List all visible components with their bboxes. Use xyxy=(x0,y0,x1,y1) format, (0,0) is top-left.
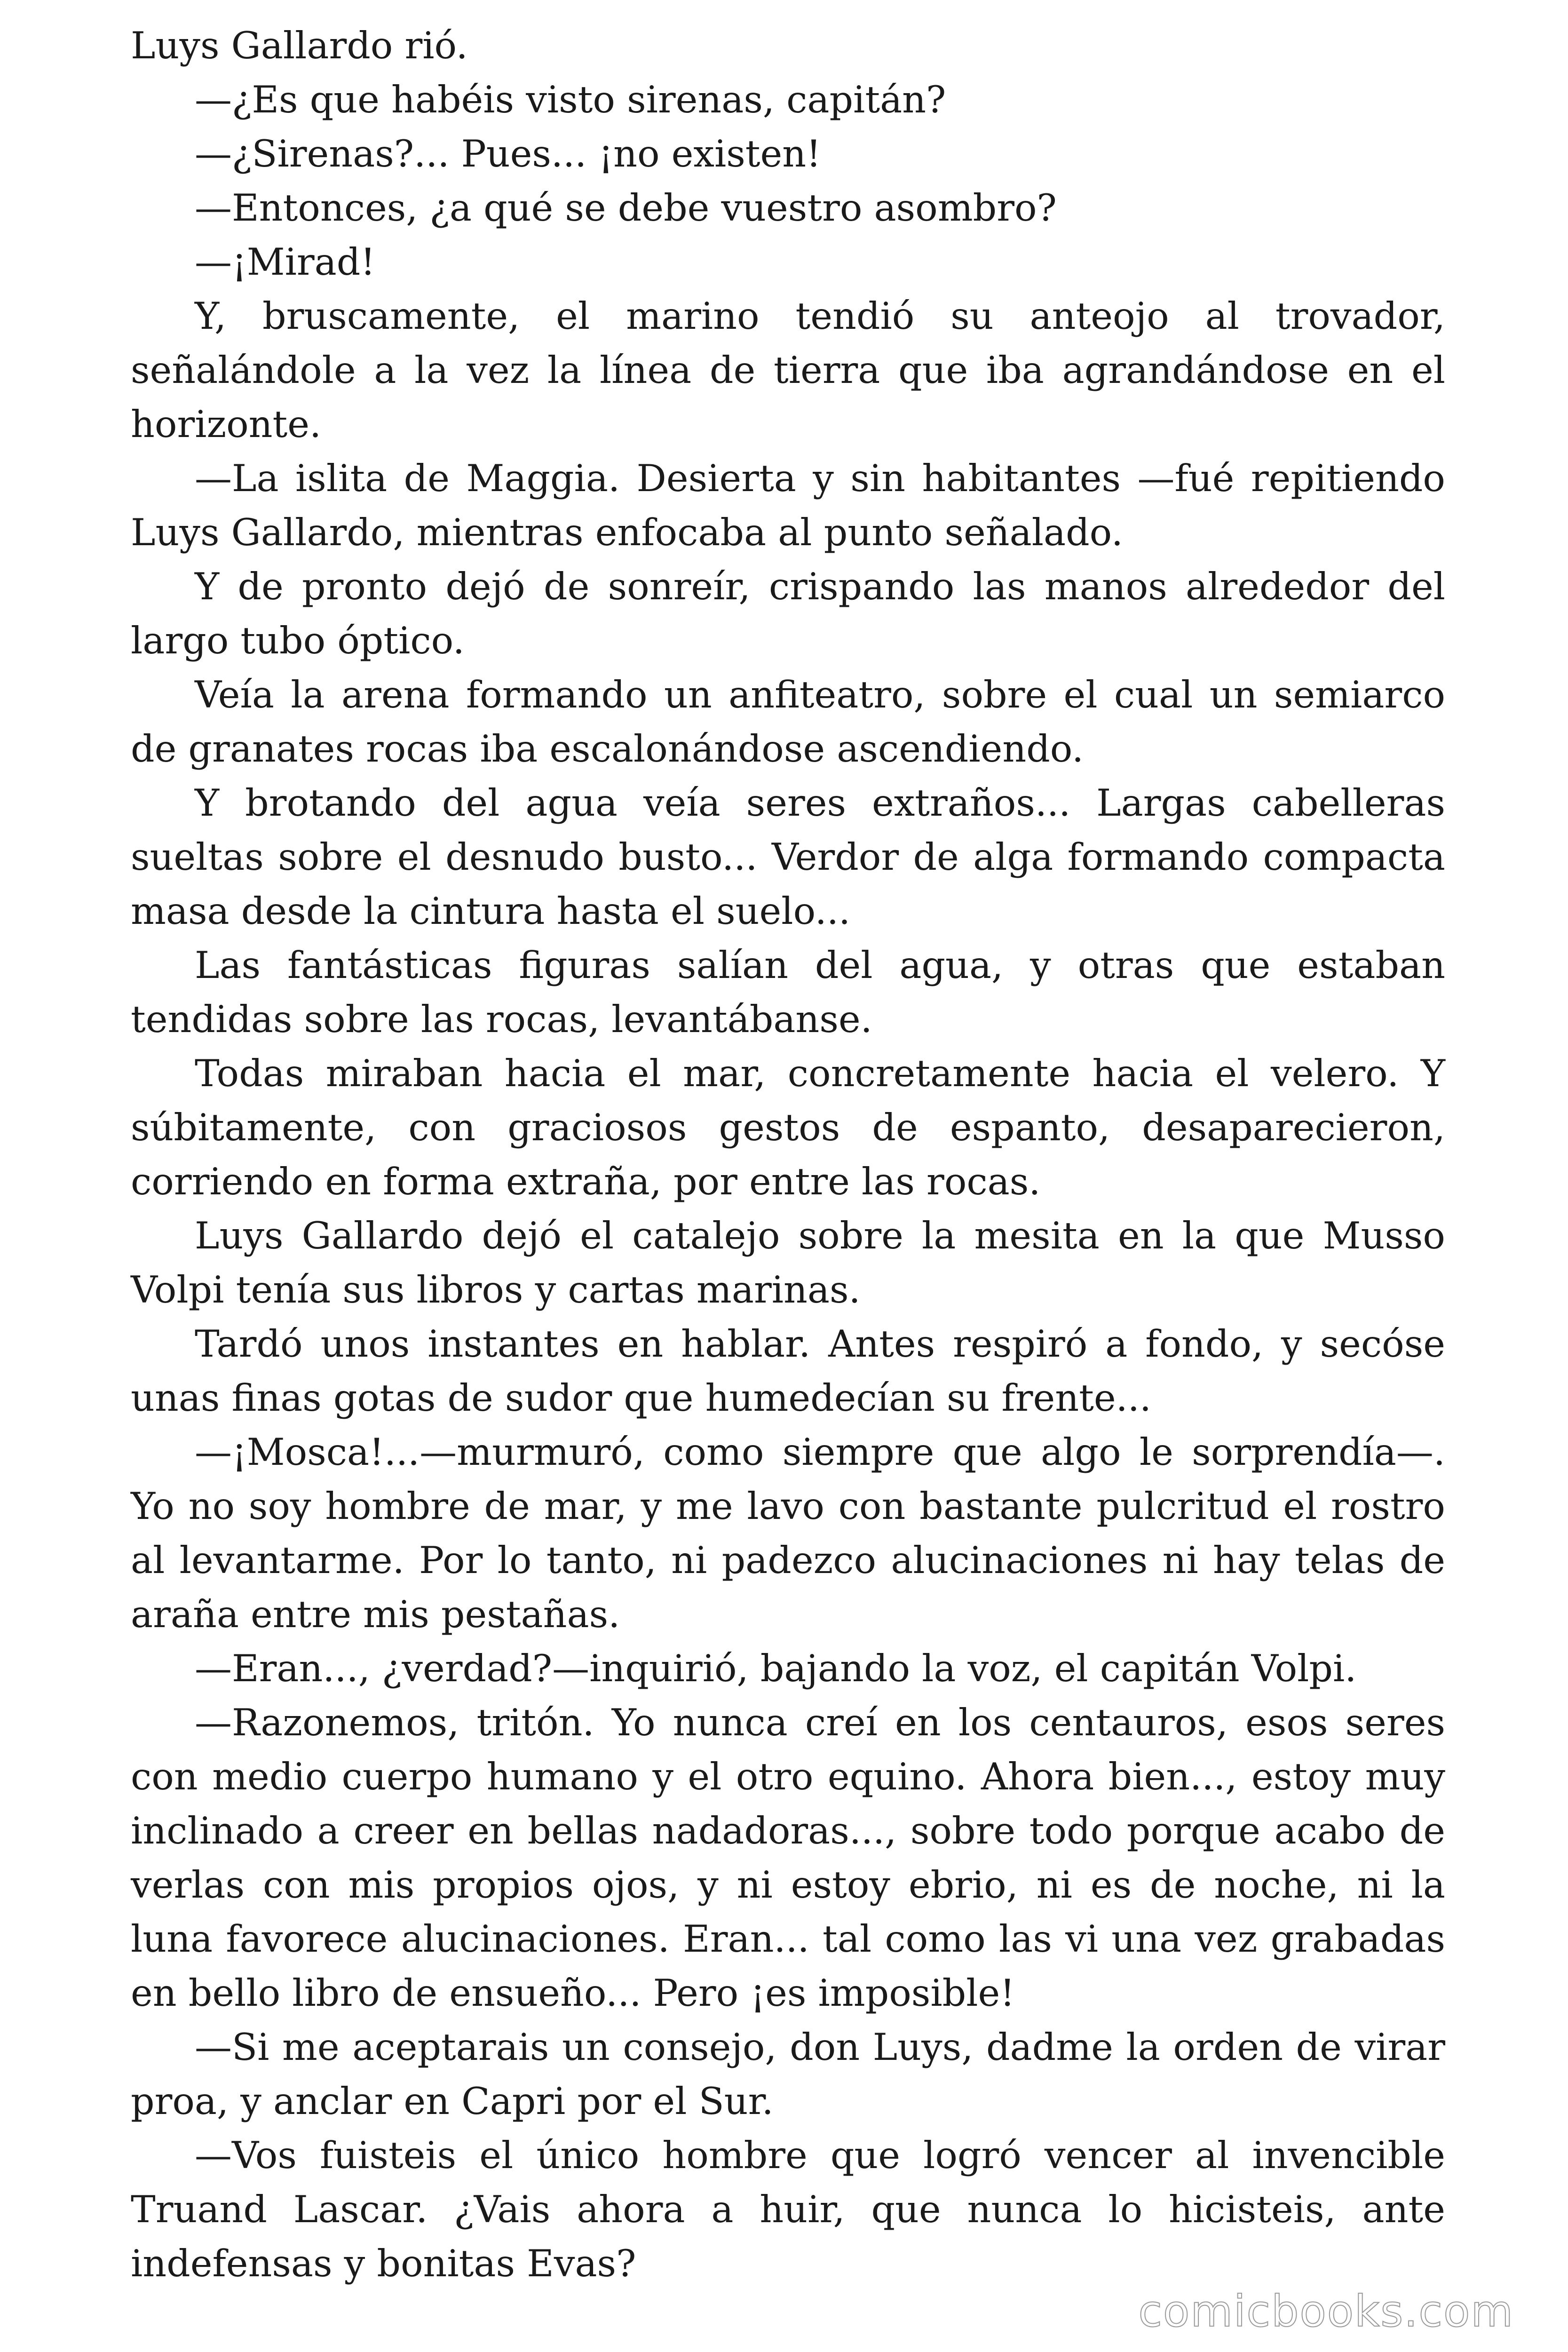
paragraph: Las fantásticas figuras salían del agua, y otras que estaban tendidas sobre las rocas, levantábanse. xyxy=(131,944,1445,1041)
paragraph: —Vos fuisteis el único hombre que logró vencer al invencible Truand Lascar. ¿Vais ahora a huir, que nunca lo hicisteis, ante indefensas y bonitas Evas? xyxy=(131,2134,1445,2285)
paragraph: Y de pronto dejó de sonreír, crispando las manos alrededor del largo tubo óptico. xyxy=(131,565,1445,662)
paragraph: Y, bruscamente, el marino tendió su anteojo al trovador, señalándole a la vez la línea de tierra que iba agrandándose en el horizonte. xyxy=(131,294,1445,446)
paragraph: —La islita de Maggia. Desierta y sin habitantes —fué repitiendo Luys Gallardo, mientras enfocaba al punto señalado. xyxy=(131,457,1445,554)
paragraph: —Si me aceptarais un consejo, don Luys, dadme la orden de virar proa, y anclar en Capri por el Sur. xyxy=(131,2026,1445,2123)
paragraph: —Entonces, ¿a qué se debe vuestro asombro? xyxy=(195,186,1057,230)
paragraph: —¡Mirad! xyxy=(195,240,376,284)
document-body xyxy=(131,19,1445,2291)
paragraph: Veía la arena formando un anfiteatro, sobre el cual un semiarco de granates rocas iba escalonándose ascendiendo. xyxy=(131,673,1445,771)
paragraph: —¿Sirenas?... Pues... ¡no existen! xyxy=(195,132,821,175)
paragraph: —Razonemos, tritón. Yo nunca creí en los centauros, esos seres con medio cuerpo humano y el otro equino. Ahora bien..., estoy muy inclinado a creer en bellas nadadoras..., sobre todo porque acabo de verlas con mis propios ojos, y ni estoy ebrio, ni es de noche, ni la luna favorece alucinaciones. Eran... tal como las vi una vez grabadas en bello libro de ensueño... Pero ¡es imposible! xyxy=(131,1701,1445,2015)
paragraph: —Eran..., ¿verdad?—inquirió, bajando la voz, el capitán Volpi. xyxy=(195,1647,1357,1690)
paragraph: Tardó unos instantes en hablar. Antes respiró a fondo, y secóse unas finas gotas de sudor que humedecían su frente... xyxy=(131,1322,1445,1420)
watermark: comicbooks.com xyxy=(1138,2286,1514,2336)
paragraph: Luys Gallardo dejó el catalejo sobre la mesita en la que Musso Volpi tenía sus libros y cartas marinas. xyxy=(131,1214,1445,1311)
paragraph: Y brotando del agua veía seres extraños... Largas cabelleras sueltas sobre el desnudo busto... Verdor de alga formando compacta masa desde la cintura hasta el suelo... xyxy=(131,781,1445,933)
paragraph: —¿Es que habéis visto sirenas, capitán? xyxy=(195,78,946,121)
paragraph: Luys Gallardo rió. xyxy=(131,24,468,67)
paragraph: Todas miraban hacia el mar, concretamente hacia el velero. Y súbitamente, con graciosos gestos de espanto, desaparecieron, corriendo en forma extraña, por entre las rocas. xyxy=(131,1052,1445,1203)
paragraph: —¡Mosca!...—murmuró, como siempre que algo le sorprendía—. Yo no soy hombre de mar, y me lavo con bastante pulcritud el rostro al levantarme. Por lo tanto, ni padezco alucinaciones ni hay telas de araña entre mis pestañas. xyxy=(131,1430,1445,1636)
